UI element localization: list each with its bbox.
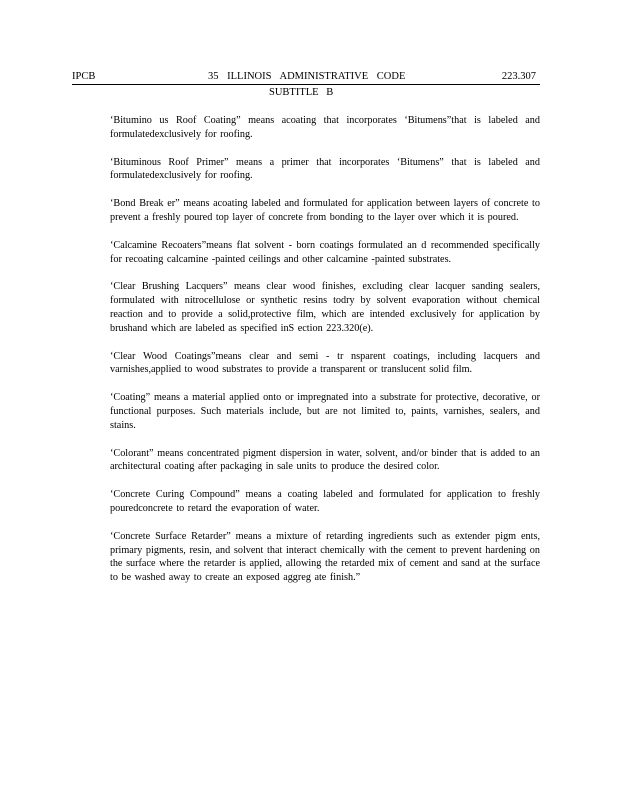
definition-paragraph: ‘Bond Break er” means acoating labeled and formulated for application between layers of concrete to prevent a freshly poured top layer of concrete from bonding to the layer over which it is poured.	[110, 198, 540, 223]
header-section-number: 223.307	[501, 71, 536, 82]
header-subtitle: SUBTITLE B	[269, 87, 334, 98]
definition-paragraph: ‘Concrete Curing Compound” means a coating labeled and formulated for application to freshly pouredconcrete to retard the evaporation of water.	[110, 489, 540, 514]
header-agency: IPCB	[72, 71, 96, 82]
definition-paragraph: ‘Clear Wood Coatings”means clear and semi - tr nsparent coatings, including lacquers and varnishes,applied to wood substrates to provide a transparent or translucent solid film.	[110, 350, 540, 376]
definition-paragraph: ‘Clear Brushing Lacquers” means clear wood finishes, excluding clear lacquer sanding sealers, formulated with nitrocellulose or synthetic resins todry by solvent evaporation without chemical reaction and to provide a solid,protective film, which are intended exclusively for application by brushand which are labeled as specified inS ection 223.320(e).	[110, 281, 540, 334]
definition-paragraph: ‘Bitumino us Roof Coating” means acoating that incorporates ‘Bitumens”that is labeled and formulatedexclusively for roofing.	[110, 115, 540, 140]
definition-paragraph: ‘Calcamine Recoaters”means flat solvent - born coatings formulated an d recommended specifically for recoating calcamine -painted ceilings and other calcamine -painted substrates.	[110, 239, 540, 265]
header-code-title: 35 ILLINOIS ADMINISTRATIVE CODE	[208, 71, 406, 82]
header-rule	[72, 84, 540, 85]
page-header	[72, 70, 540, 84]
definitions-body	[110, 114, 540, 599]
definition-paragraph: ‘Coating” means a material applied onto or impregnated into a substrate for protective, decorative, or functional purposes. Such materials include, but are not limited to, paints, varnishes, sealers, and stains.	[110, 392, 540, 431]
definition-paragraph: ‘Concrete Surface Retarder” means a mixture of retarding ingredients such as extender pigm ents, primary pigments, resin, and solvent that interact chemically with the cement to prevent hardening on the surface where the retarder is applied, allowing the retarded mix of cement and sand at the surface to be washed away to create an exposed aggreg ate finish.”	[110, 530, 540, 584]
definition-paragraph: ‘Bituminous Roof Primer” means a primer that incorporates ‘Bitumens” that is labeled and formulatedexclusively for roofing.	[110, 156, 540, 182]
definition-paragraph: ‘Colorant” means concentrated pigment dispersion in water, solvent, and/or binder that is added to an architectural coating after packaging in sale units to produce the desired color.	[110, 447, 540, 473]
